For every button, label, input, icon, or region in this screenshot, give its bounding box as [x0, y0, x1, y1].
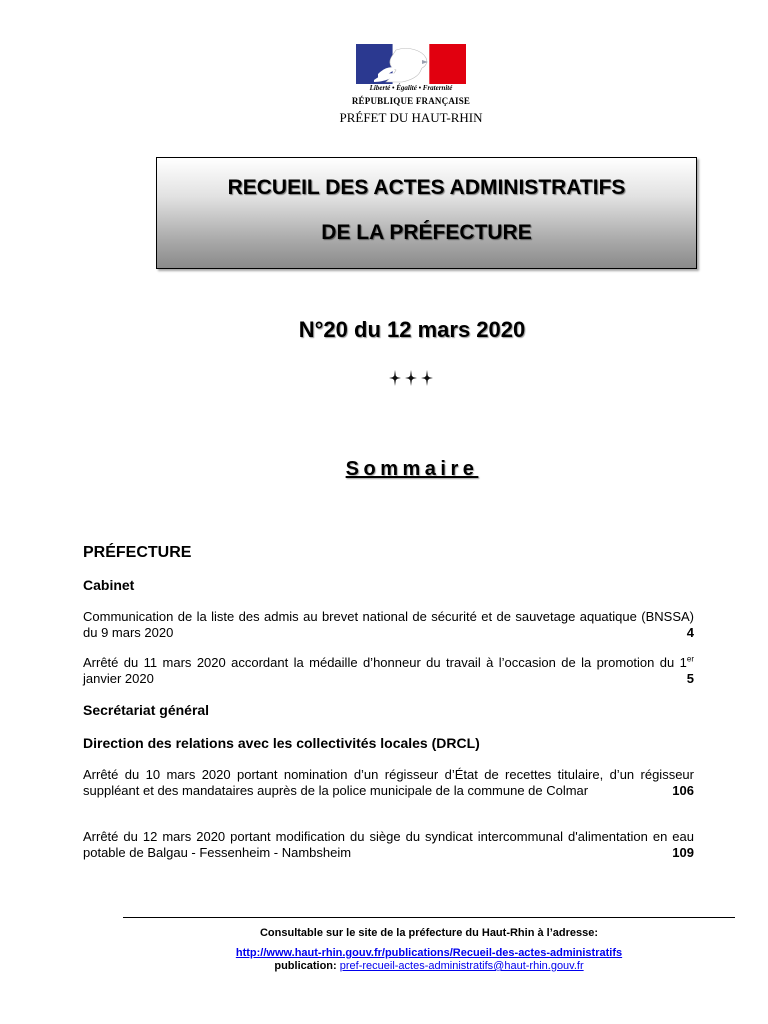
- motto: Liberté • Égalité • Fraternité: [369, 84, 453, 92]
- toc-entry-page: 4: [686, 625, 694, 640]
- toc-entry-text: Communication de la liste des admis au brevet national de sécurité et de sauvetage aquatique (BNSSA) du 9 mars 2020: [83, 609, 694, 640]
- subsection-drcl: Direction des relations avec les collectivités locales (DRCL): [83, 735, 480, 751]
- marianne-logo-icon: [356, 44, 466, 84]
- title-line-1: RECUEIL DES ACTES ADMINISTRATIFS: [227, 176, 626, 199]
- website-link[interactable]: http://www.haut-rhin.gouv.fr/publications/Recueil-des-actes-administratifs: [235, 947, 623, 959]
- publication-label: publication:: [274, 960, 340, 972]
- footer-divider: [123, 917, 735, 918]
- toc-entry-page: 106: [672, 783, 694, 798]
- toc-entry-page: 109: [672, 845, 694, 860]
- toc-entry-text: Arrêté du 11 mars 2020 accordant la médaille d’honneur du travail à l’occasion de la promotion du 1er janvier 2020: [83, 654, 694, 686]
- footer-text: Consultable sur le site de la préfecture du Haut-Rhin à l’adresse:: [259, 927, 599, 939]
- issue-number: N°20 du 12 mars 2020: [298, 317, 526, 342]
- toc-entry-text: Arrêté du 10 mars 2020 portant nomination d’un régisseur d’État de recettes titulaire, d’un régisseur suppléant et des mandataires auprès de la police municipale de la commune de Colmar: [83, 767, 694, 798]
- section-prefecture: PRÉFECTURE: [83, 544, 192, 561]
- email-link[interactable]: pref-recueil-actes-administratifs@haut-rhin.gouv.fr: [339, 960, 584, 972]
- title-box: [156, 157, 697, 269]
- title-line-2: DE LA PRÉFECTURE: [321, 221, 532, 244]
- subsection-secretariat: Secrétariat général: [83, 702, 210, 718]
- toc-entry: [83, 767, 694, 799]
- three-stars-ornament-icon: [360, 366, 462, 390]
- prefet-label: PRÉFET DU HAUT-RHIN: [339, 110, 483, 125]
- footer-url-line: [123, 946, 735, 960]
- toc-entry: [83, 829, 694, 861]
- toc-entry-page: 5: [686, 671, 694, 686]
- toc-entry: [83, 655, 694, 687]
- sommaire-heading: Sommaire: [345, 458, 479, 480]
- toc-entry: [83, 609, 694, 641]
- subsection-cabinet: Cabinet: [83, 577, 135, 593]
- footer-email-line: [123, 959, 735, 973]
- republic-label: RÉPUBLIQUE FRANÇAISE: [351, 96, 471, 106]
- toc-entry-text: Arrêté du 12 mars 2020 portant modification du siège du syndicat intercommunal d'alimentation en eau potable de Balgau - Fessenheim - Nambsheim: [83, 829, 694, 860]
